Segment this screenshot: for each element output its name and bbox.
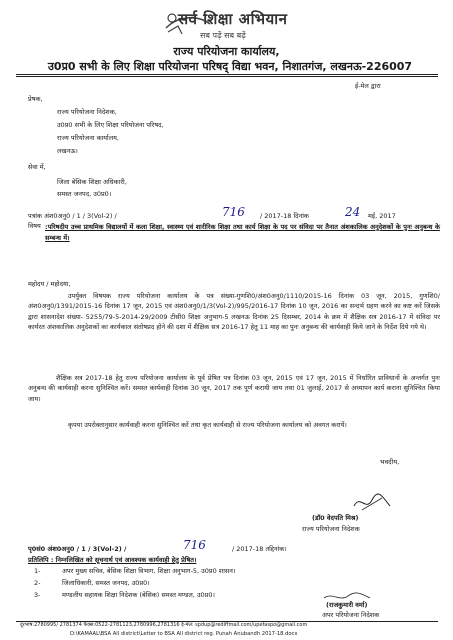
office-address: उ0प्र0 सभी के लिए शिक्षा परियोजना परिषद् विद्या भवन, निशातगंज, लखनऊ-226007: [47, 60, 413, 73]
endorsement-number-handwritten: 716: [183, 538, 206, 552]
logo-tagline: सब पढ़ें सब बढ़ें: [200, 31, 246, 40]
subject-label: विषय: [28, 222, 41, 230]
copy-item-text: जिलाधिकारी, समस्त जनपद, उ0प्र0।: [62, 579, 150, 587]
copy-item-text: अपर मुख्य सचिव, बेसिक शिक्षा विभाग, शिक्षा अनुभाग-5, उ0प्र0 शासन।: [62, 567, 236, 575]
delivery-mode: ई-मेल द्वारा: [355, 82, 381, 90]
signatory-title: राज्य परियोजना निदेशक: [302, 525, 360, 533]
signatory-name: (डॉ0 वेदपति मिश्र): [312, 514, 359, 522]
endorsement-ref: पृ0सं0 अंश0अनु0 / 1 / 3(Vol-2) /: [28, 545, 127, 553]
copy-line: प्रतिलिपि : निम्नलिखित को सूचनार्थ एवं आवश्यक कार्यवाही हेतु प्रेषित।: [28, 556, 197, 564]
letter-date-handwritten: 24: [345, 205, 361, 219]
body-paragraph: उपर्युक्त विषयक राज्य परियोजना कार्यालय के पत्र संख्या-गुणशि0/अंश0अनु0/1110/2015-16 दिनांक 03 जून, 2015, गुणशि0/अंश0अनु0/1391/2015-16 दिनांक 17 जून, 2015 एवं अंश0अनु0/1/3(Vol-2)/995/2016-17 दिनांक 10 जून, 2016 का सन्दर्भ ग्रहण करने का कष्ट करें जिसके द्वारा शासनादेश संख्या- 5255/79-5-2014-29/2009 टीसी0 शिक्षा अनुभाग-5 लखनऊ दिनांक 25 दिसम्बर, 2014 के क्रम में शैक्षिक सत्र 2016-17 में संविदा पर कार्यरत अंशकालिक अनुदेशकों का कार्यकाल संतोषप्रद होने की दशा में शैक्षिक सत्र 2016-17 हेतु 11 माह का पुनः अनुबन्ध की कार्यवाही किये जाने के निर्देश दिये गये थे।: [28, 292, 440, 331]
sender-label: प्रेषक,: [28, 95, 43, 103]
letter-number-handwritten: 716: [222, 205, 245, 219]
endorsement-sign-name: (राजकुमारी वर्मा): [326, 601, 368, 609]
subject-text: :परिषदीय उच्च प्राथमिक विद्यालयों में कला शिक्षा, स्वास्थ्य एवं शारीरिक शिक्षा तथा कार्य शिक्षा के पद पर संविदा पर तैनात अंशकालिक अनुदेशकों के पुनः अनुबन्ध के सम्बन्ध में।: [45, 223, 440, 242]
logo-text: सर्व शिक्षा अभियान: [178, 10, 288, 28]
copy-item-num: 1-: [34, 567, 41, 575]
endorsement-sign-title: अपर परियोजना निदेशक: [322, 611, 380, 619]
sender-line: लखनऊ।: [57, 147, 78, 155]
letter-year: / 2017-18 दिनांक: [260, 212, 309, 220]
copy-item-num: 2-: [34, 579, 41, 587]
letter-ref: पत्रांक अंश0अनु0 / 1 / 3(Vol-2) /: [28, 212, 117, 220]
signature-scribble: [352, 492, 392, 514]
body-paragraph: कृपया उपरोक्तानुसार कार्यवाही करना सुनिश्चित करें तथा कृत कार्यवाही से राज्य परियोजना कार्यालय को अवगत करायें।: [68, 421, 347, 429]
recipient-line: समस्त जनपद, उ0प्र0।: [57, 190, 112, 198]
sender-line: उ0प्र0 सभी के लिए शिक्षा परियोजना परिषद,: [57, 121, 164, 129]
footer-file-path: D:\KAMAAL\BSA All district\Letter to BSA All district reg. Punah Anubandh 2017-18.docx: [70, 631, 298, 637]
sender-line: राज्य परियोजना कार्यालय,: [57, 134, 119, 142]
office-heading: राज्य परियोजना कार्यालय,: [173, 45, 280, 58]
recipient-label: सेवा में,: [28, 163, 46, 171]
endorsement-year: / 2017-18 तद्दिनांक।: [232, 545, 287, 553]
recipient-line: जिला बेसिक शिक्षा अधिकारी,: [57, 178, 127, 186]
body-paragraph: शैक्षिक सत्र 2017-18 हेतु राज्य परियोजना कार्यालय के पूर्व प्रेषित पत्र दिनांक 03 जून, 2015 एवं 17 जून, 2015 में निर्धारित प्राविधानों के अन्तर्गत पुनः अनुबन्ध की कार्यवाही करना सुनिश्चित करें। समस्त कार्यवाही दिनांक 30 जून, 2017 तक पूर्ण करायी जाय तथा 01 जुलाई, 2017 से अध्यापन कार्य कराना सुनिश्चित किया जाय।: [28, 374, 440, 403]
salutation: महोदय / महोदया,: [28, 280, 71, 288]
sender-line: राज्य परियोजना निदेशक,: [57, 108, 117, 116]
footer-contact: दूरभाष:2780995/ 2781374 फैक्स:0522-2781123,2780996,2781316 ई-मेल: spdup@rediffmail.com/upefaspo@gmail.com: [20, 622, 308, 628]
copy-item-num: 3-: [34, 591, 41, 599]
copy-item-text: मण्डलीय सहायक शिक्षा निदेशक (बेसिक) समस्त मण्डल, उ0प्र0।: [62, 591, 215, 599]
closing: भवदीय,: [380, 458, 400, 466]
header-divider: [16, 74, 438, 75]
letter-month: मई, 2017: [368, 212, 396, 220]
header-divider-2: [16, 76, 438, 77]
